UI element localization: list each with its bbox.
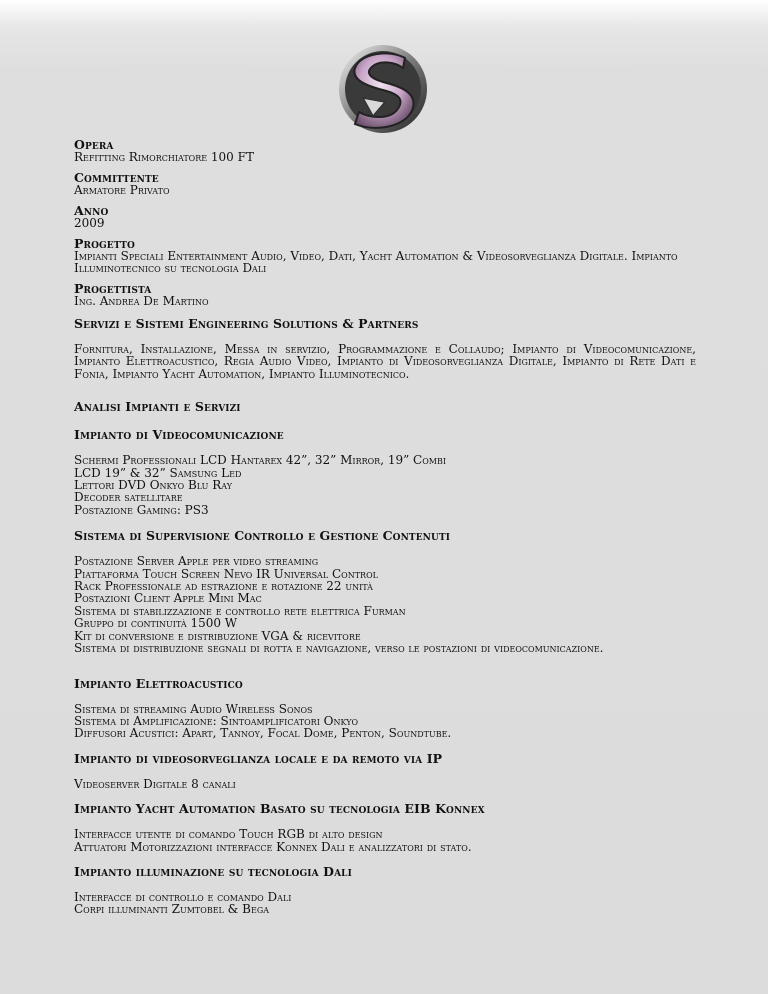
list-item: Diffusori Acustici: Apart, Tannoy, Focal Dome, Penton, Soundtube.	[74, 726, 452, 741]
list-item: Rack Professionale ad estrazione e rotazione 22 unità	[74, 579, 373, 594]
section-supervisione	[74, 530, 696, 654]
field-committente	[74, 172, 696, 196]
list-item: Sistema di Amplificazione: Sintoamplificatori Onkyo	[74, 713, 359, 728]
section-yacht-automation	[74, 803, 696, 853]
section-title: Impianto Elettroacustico	[74, 675, 243, 691]
list-item: LCD 19” & 32” Samsung Led	[74, 465, 242, 480]
section-list	[74, 828, 696, 853]
list-item: Videoserver Digitale 8 canali	[74, 776, 236, 791]
section-title: Impianto di videosorveglianza locale e da remoto via IP	[74, 750, 443, 766]
list-item: Interfacce utente di comando Touch RGB di alto design	[74, 827, 383, 842]
field-label: Progettista	[74, 281, 152, 296]
field-value: Ing. Andrea De Martino	[74, 294, 209, 308]
list-item: Sistema di stabilizzazione e controllo rete elettrica Furman	[74, 603, 406, 618]
section-list	[74, 555, 696, 654]
list-item: Schermi Professionali LCD Hantarex 42”, 32” Mirror, 19” Combi	[74, 453, 447, 468]
services-text: Fornitura, Installazione, Messa in servizio, Programmazione e Collaudo; Impianto di Videocomunicazione, Impianto Elettroacustico, Regia Audio Video, Impianto di Videosorveglianza Digitale, Impianto di Rete Dati e Fonia, Impianto Yacht Automation, Impianto Illuminotecnico.	[74, 342, 696, 381]
list-item: Gruppo di continuità 1500 W	[74, 616, 238, 631]
field-anno	[74, 205, 696, 229]
list-item: Corpi illuminanti Zumtobel & Bega	[74, 902, 269, 917]
field-value: Impianti Speciali Entertainment Audio, Video, Dati, Yacht Automation & Videosorveglianza Digitale. Impianto Illuminotecnico su tecnologia Dali	[74, 249, 678, 275]
field-opera	[74, 139, 696, 163]
field-label: Opera	[74, 137, 114, 152]
section-list	[74, 703, 696, 740]
field-progettista	[74, 283, 696, 307]
list-item: Sistema di streaming Audio Wireless Sonos	[74, 701, 313, 716]
section-title: Impianto illuminazione su tecnologia Dali	[74, 863, 352, 879]
field-value: 2009	[74, 216, 105, 230]
section-elettroacustico	[74, 675, 696, 741]
field-value: Refitting Rimorchiatore 100 FT	[74, 150, 254, 164]
list-item: Lettori DVD Onkyo Blu Ray	[74, 478, 232, 493]
section-videocomunicazione	[74, 429, 696, 516]
field-progetto	[74, 238, 696, 274]
section-title: Sistema di Supervisione Controllo e Gestione Contenuti	[74, 528, 451, 544]
list-item: Postazione Server Apple per video streaming	[74, 554, 319, 569]
section-title: Impianto Yacht Automation Basato su tecnologia EIB Konnex	[74, 801, 485, 817]
section-title: Impianto di Videocomunicazione	[74, 427, 284, 443]
list-item: Postazione Gaming: PS3	[74, 502, 209, 517]
s-monogram-logo-icon	[333, 40, 433, 136]
company-logo	[333, 40, 433, 136]
list-item: Kit di conversione e distribuzione VGA & ricevitore	[74, 628, 361, 643]
section-list	[74, 778, 696, 790]
services-section	[74, 318, 696, 380]
section-list	[74, 454, 696, 516]
field-value: Armatore Privato	[74, 183, 170, 197]
field-label: Progetto	[74, 236, 135, 251]
document-body	[74, 139, 696, 916]
list-item: Sistema di distribuzione segnali di rotta e navigazione, verso le postazioni di videocomunicazione.	[74, 641, 604, 656]
list-item: Piattaforma Touch Screen Nevo IR Universal Control	[74, 566, 378, 581]
services-title: Servizi e Sistemi Engineering Solutions & Partners	[74, 316, 419, 331]
field-label: Anno	[74, 203, 109, 218]
analysis-title: Analisi Impianti e Servizi	[74, 399, 241, 415]
list-item: Postazioni Client Apple Mini Mac	[74, 591, 262, 606]
section-illuminazione	[74, 863, 696, 917]
field-label: Committente	[74, 170, 159, 185]
list-item: Attuatori Motorizzazioni interfacce Konnex Dali e analizzatori di stato.	[74, 839, 472, 854]
section-list	[74, 891, 696, 916]
list-item: Interfacce di controllo e comando Dali	[74, 889, 292, 904]
section-videosorveglianza	[74, 750, 696, 791]
list-item: Decoder satellitare	[74, 490, 183, 505]
